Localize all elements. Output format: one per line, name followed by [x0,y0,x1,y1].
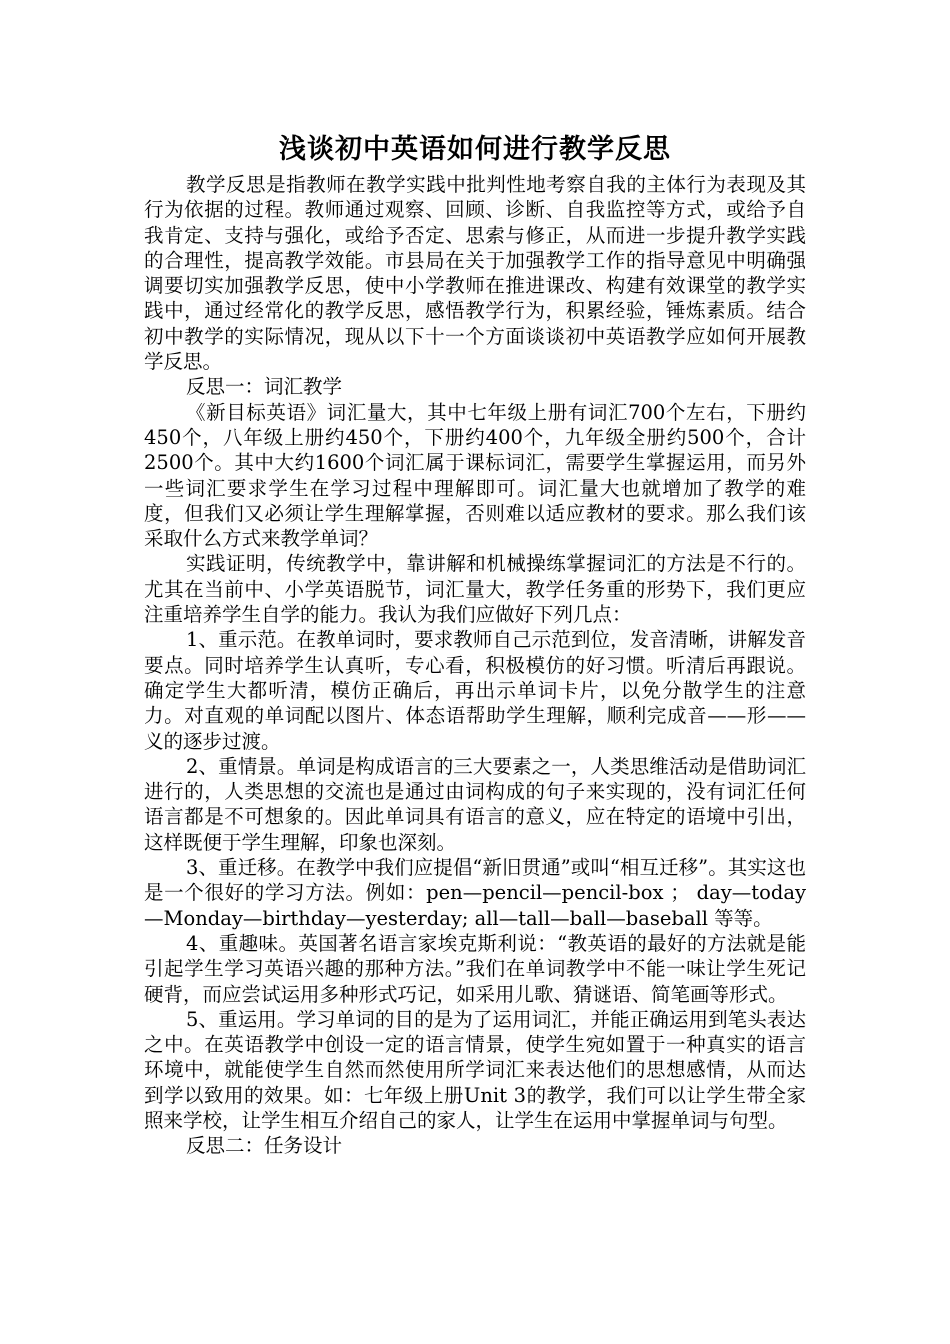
paragraph-point-3: 3、重迁移。在教学中我们应提倡“新旧贯通”或叫“相互迁移”。其实这也是一个很好的学习方法。例如：pen—pencil—pencil-box ； day—today—Monday—birthday—yesterday; all—tall—ball—baseball 等等。 [144,856,806,930]
document-title: 浅谈初中英语如何进行教学反思 [279,134,671,165]
paragraph-intro: 教学反思是指教师在教学实践中批判性地考察自我的主体行为表现及其行为依据的过程。教师通过观察、回顾、诊断、自我监控等方式，或给予自我肯定、支持与强化，或给予否定、思索与修正，从而进一步提升教学实践的合理性，提高教学效能。市县局在关于加强教学工作的指导意见中明确强调要切实加强教学反思，使中小学教师在推进课改、构建有效课堂的教学实践中，通过经常化的教学反思，感悟教学行为，积累经验，锤炼素质。结合初中教学的实际情况，现从以下十一个方面谈谈初中英语教学应如何开展教学反思。 [144,173,806,374]
paragraph-practice: 实践证明，传统教学中，靠讲解和机械操练掌握词汇的方法是不行的。尤其在当前中、小学英语脱节，词汇量大，教学任务重的形势下，我们更应注重培养学生自学的能力。我认为我们应做好下列几点： [144,552,806,627]
paragraph-point-2: 2、重情景。单词是构成语言的三大要素之一，人类思维活动是借助词汇进行的，人类思想的交流也是通过由词构成的句子来实现的，没有词汇任何语言都是不可想象的。因此单词具有语言的意义，应在特定的语境中引出，这样既便于学生理解，印象也深刻。 [144,754,806,854]
document-page [144,130,806,1159]
paragraph-vocabulary-size: 《新目标英语》词汇量大，其中七年级上册有词汇700个左右，下册约450个，八年级上册约450个，下册约400个，九年级全册约500个，合计2500个。其中大约1600个词汇属于课标词汇，需要学生掌握运用，而另外一些词汇要求学生在学习过程中理解即可。词汇量大也就增加了教学的难度，但我们又必须让学生理解掌握，否则难以适应教材的要求。那么我们该采取什么方式来教学单词？ [144,400,806,551]
paragraph-point-5: 5、重运用。学习单词的目的是为了运用词汇，并能正确运用到笔头表达之中。在英语教学中创设一定的语言情景，使学生宛如置于一种真实的语言环境中，就能使学生自然而然使用所学词汇来表达他们的思想感情，从而达到学以致用的效果。如：七年级上册Unit 3的教学，我们可以让学生带全家照来学校，让学生相互介绍自己的家人，让学生在运用中掌握单词与句型。 [144,1007,806,1132]
section-heading-vocabulary: 反思一：词汇教学 [186,375,343,399]
paragraph-point-4: 4、重趣味。英国著名语言家埃克斯利说：“教英语的最好的方法就是能引起学生学习英语兴趣的那种方法。”我们在单词教学中不能一味让学生死记硬背，而应尝试运用多种形式巧记，如采用儿歌、猜谜语、简笔画等形式。 [144,931,806,1006]
paragraph-point-1: 1、重示范。在教单词时，要求教师自己示范到位，发音清晰，讲解发音要点。同时培养学生认真听，专心看，积极模仿的好习惯。听清后再跟说。确定学生大都听清，模仿正确后，再出示单词卡片，以免分散学生的注意力。对直观的单词配以图片、体态语帮助学生理解，顺利完成音——形——义的逐步过渡。 [144,628,806,753]
section-heading-task-design: 反思二：任务设计 [186,1134,343,1158]
